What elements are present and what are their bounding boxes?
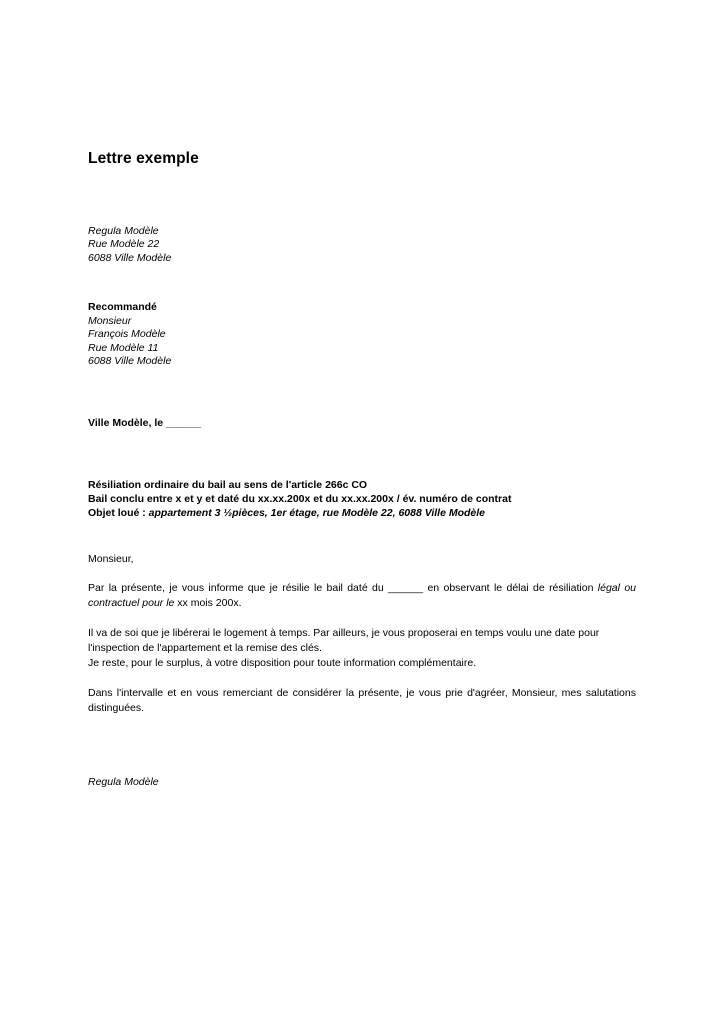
recipient-line-2: François Modèle — [88, 328, 166, 341]
recipient-line-3: Rue Modèle 11 — [88, 341, 159, 354]
subject-line-3 — [88, 506, 636, 520]
paragraph-1-segment-3: xx mois 200x. — [174, 597, 242, 610]
paragraph-3-segment-1: Je reste, pour le surplus, à votre disposition pour toute information complémentaire. — [88, 657, 477, 670]
sender-line-2: Rue Modèle 22 — [88, 238, 160, 251]
recipient-line-1: Monsieur — [88, 314, 132, 327]
paragraph-3 — [88, 656, 636, 671]
delivery-mode-label: Recommandé — [88, 301, 157, 314]
place-and-date: Ville Modèle, le ______ — [88, 416, 202, 429]
paragraph-1-segment-1: Par la présente, je vous informe que je résilie le bail daté du ______ en observant le délai de résiliation — [88, 582, 598, 595]
subject-line-1: Résiliation ordinaire du bail au sens de l'article 266c CO — [88, 479, 368, 492]
subject-object-label: Objet loué : — [88, 507, 146, 520]
recipient-address-block — [88, 301, 636, 369]
salutation: Monsieur, — [88, 553, 134, 566]
paragraph-1 — [88, 581, 636, 611]
closing-signature-name: Regula Modèle — [88, 776, 159, 789]
paragraph-4-segment-1: Dans l'intervalle et en vous remerciant de considérer la présente, je vous prie d'agréer, Monsieur, mes salutations distinguées. — [88, 687, 636, 715]
paragraph-1-segment-2: légal ou contractuel pour le — [88, 582, 637, 610]
paragraph-2-segment-1: Il va de soi que je libérerai le logement à temps. Par ailleurs, je vous proposerai en temps voulu une date pour l'inspection de l'appartement et la remise des clés. — [88, 627, 600, 655]
subject-object-value: appartement 3 ½pièces, 1er étage, rue Modèle 22, 6088 Ville Modèle — [148, 507, 486, 520]
subject-block — [88, 478, 636, 520]
sender-line-3: 6088 Ville Modèle — [88, 251, 172, 264]
letter-body — [88, 150, 636, 790]
paragraph-2 — [88, 626, 636, 656]
paragraph-4 — [88, 686, 636, 716]
sender-address-block — [88, 225, 636, 266]
page-title: Lettre exemple — [88, 150, 199, 167]
subject-line-2: Bail conclu entre x et y et daté du xx.xx.200x et du xx.xx.200x / év. numéro de contrat — [88, 493, 512, 506]
recipient-line-4: 6088 Ville Modèle — [88, 355, 172, 368]
sender-line-1: Regula Modèle — [88, 224, 159, 237]
